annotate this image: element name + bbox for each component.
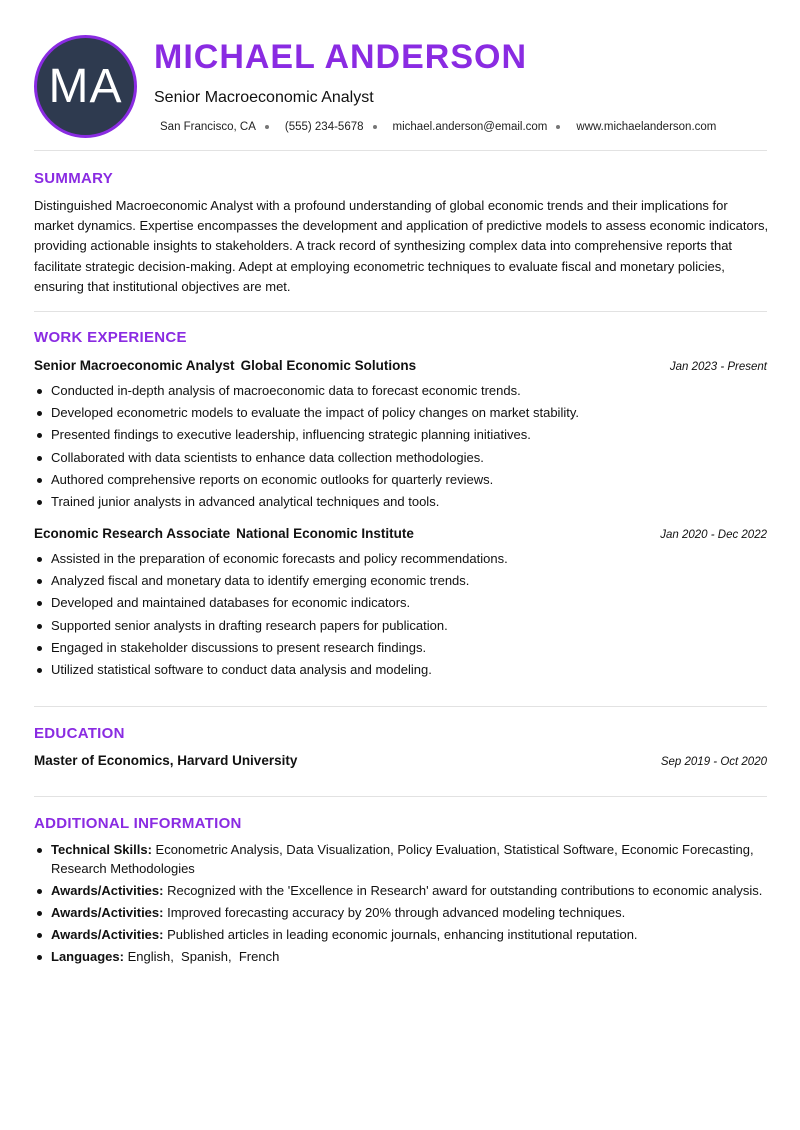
resume-header <box>0 0 800 150</box>
contact-website[interactable]: www.michaelanderson.com <box>576 121 717 133</box>
list-item: Developed econometric models to evaluate the impact of policy changes on market stability. <box>34 402 767 424</box>
list-item: Conducted in-depth analysis of macroeconomic data to forecast economic trends. <box>34 380 767 402</box>
item-label: Awards/Activities: <box>51 926 164 942</box>
candidate-name: MICHAEL ANDERSON <box>154 38 528 76</box>
item-text: Improved forecasting accuracy by 20% through advanced modeling techniques. <box>163 904 626 920</box>
list-item: Utilized statistical software to conduct data analysis and modeling. <box>34 659 767 681</box>
additional-heading: ADDITIONAL INFORMATION <box>34 815 242 832</box>
job-header <box>34 358 767 373</box>
list-item: Assisted in the preparation of economic forecasts and policy recommendations. <box>34 548 767 570</box>
job-header <box>34 526 767 541</box>
contact-phone: (555) 234-5678 <box>284 121 364 133</box>
experience-heading: WORK EXPERIENCE <box>34 329 187 346</box>
item-label: Technical Skills: <box>51 842 152 857</box>
candidate-title: Senior Macroeconomic Analyst <box>154 89 374 106</box>
avatar-initials: MA <box>48 60 123 113</box>
list-item <box>34 948 767 967</box>
job-bullets <box>34 380 767 513</box>
contact-info <box>160 121 716 133</box>
summary-text: Distinguished Macroeconomic Analyst with a profound understanding of global economic trends and their implications for market dynamics. Expertise encompasses the development and application of predictive models to assess economic indicators, providing actionable insights to stakeholders. A track record of synthesizing complex data into comprehensive reports that facilitate strategic decision-making. Adept at employing econometric techniques to evaluate fiscal and monetary policies, ensuring that institutional objectives are met. <box>34 198 769 294</box>
list-item: Engaged in stakeholder discussions to present research findings. <box>34 637 767 659</box>
job-company: National Economic Institute <box>236 526 414 541</box>
job-dates: Jan 2023 - Present <box>669 361 767 373</box>
separator-dot <box>265 125 269 129</box>
item-label: Awards/Activities: <box>51 882 164 898</box>
education-dates: Sep 2019 - Oct 2020 <box>660 756 767 768</box>
job-title <box>34 526 414 541</box>
list-item: Trained junior analysts in advanced analytical techniques and tools. <box>34 491 767 513</box>
item-text: English, Spanish, French <box>123 949 280 964</box>
item-label: Awards/Activities: <box>51 904 164 920</box>
separator-dot <box>556 125 560 129</box>
job-bullets <box>34 548 767 681</box>
job-company: Global Economic Solutions <box>240 358 417 373</box>
education-heading: EDUCATION <box>34 725 125 742</box>
contact-location: San Francisco, CA <box>160 121 256 133</box>
job-role: Senior Macroeconomic Analyst <box>34 358 235 373</box>
section-divider <box>34 150 767 151</box>
list-item: Collaborated with data scientists to enhance data collection methodologies. <box>34 447 767 469</box>
list-item: Developed and maintained databases for economic indicators. <box>34 592 767 614</box>
item-text: Econometric Analysis, Data Visualization, Policy Evaluation, Statistical Software, Economic Forecasting, Research Methodologies <box>51 842 754 876</box>
item-label: Languages: <box>51 949 124 964</box>
list-item <box>34 882 767 901</box>
section-divider <box>34 311 767 312</box>
item-text: Published articles in leading economic journals, enhancing institutional reputation. <box>163 926 638 942</box>
education-entry <box>34 753 767 768</box>
list-item: Authored comprehensive reports on economic outlooks for quarterly reviews. <box>34 469 767 491</box>
section-divider <box>34 706 767 707</box>
list-item <box>34 904 767 923</box>
list-item: Analyzed fiscal and monetary data to identify emerging economic trends. <box>34 570 767 592</box>
education-degree: Master of Economics, Harvard University <box>34 753 298 768</box>
list-item <box>34 926 767 945</box>
avatar <box>34 35 137 138</box>
job-role: Economic Research Associate <box>34 526 231 541</box>
contact-email[interactable]: michael.anderson@email.com <box>392 121 548 133</box>
list-item: Supported senior analysts in drafting research papers for publication. <box>34 615 767 637</box>
list-item <box>34 841 767 878</box>
item-text: Recognized with the 'Excellence in Research' award for outstanding contributions to economic analysis. <box>163 882 763 898</box>
job-title <box>34 358 416 373</box>
summary-heading: SUMMARY <box>34 170 114 187</box>
section-divider <box>34 796 767 797</box>
additional-list <box>34 841 767 970</box>
list-item: Presented findings to executive leadership, influencing strategic planning initiatives. <box>34 424 767 446</box>
job-dates: Jan 2020 - Dec 2022 <box>660 529 767 541</box>
separator-dot <box>373 125 377 129</box>
